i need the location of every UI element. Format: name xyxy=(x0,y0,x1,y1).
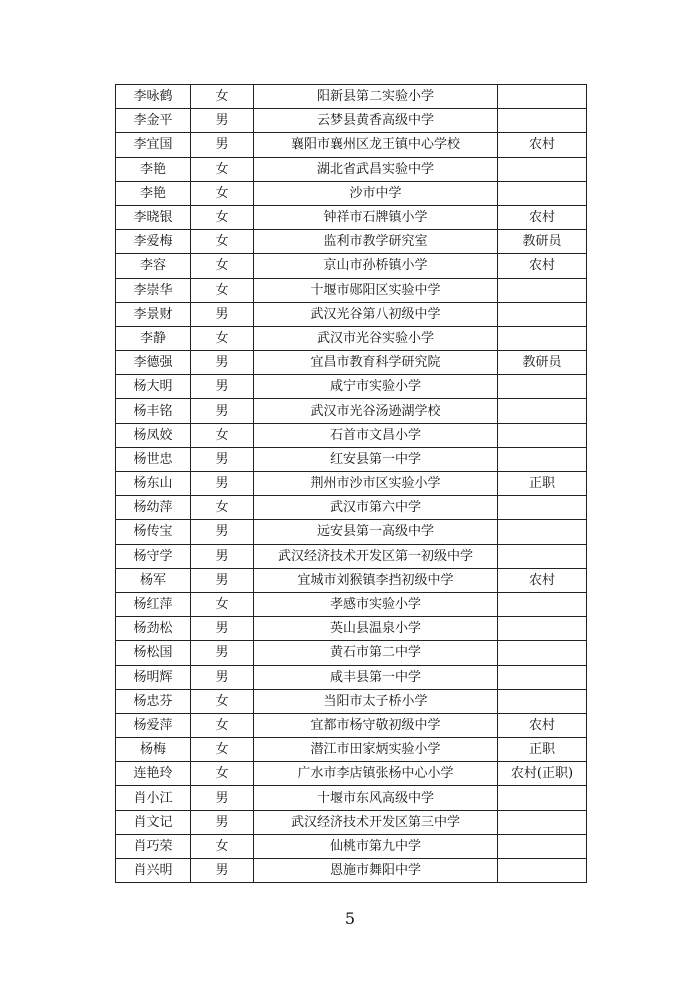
school-cell: 仙桃市第九中学 xyxy=(254,834,498,858)
name-cell: 杨丰铭 xyxy=(116,399,191,423)
name-cell: 杨忠芬 xyxy=(116,689,191,713)
name-cell: 李艳 xyxy=(116,157,191,181)
gender-cell: 男 xyxy=(191,447,254,471)
note-cell: 正职 xyxy=(498,472,587,496)
school-cell: 广水市李店镇张杨中心小学 xyxy=(254,762,498,786)
table-row xyxy=(116,399,587,423)
gender-cell: 男 xyxy=(191,786,254,810)
school-cell: 云梦县黄香高级中学 xyxy=(254,109,498,133)
school-cell: 咸宁市实验小学 xyxy=(254,375,498,399)
note-cell xyxy=(498,520,587,544)
note-cell xyxy=(498,689,587,713)
name-cell: 杨凤姣 xyxy=(116,423,191,447)
gender-cell: 男 xyxy=(191,641,254,665)
gender-cell: 女 xyxy=(191,713,254,737)
note-cell: 教研员 xyxy=(498,230,587,254)
table-row xyxy=(116,326,587,350)
note-cell xyxy=(498,786,587,810)
table-row xyxy=(116,834,587,858)
name-cell: 肖巧荣 xyxy=(116,834,191,858)
gender-cell: 女 xyxy=(191,738,254,762)
name-cell: 杨世忠 xyxy=(116,447,191,471)
school-cell: 沙市中学 xyxy=(254,181,498,205)
name-cell: 肖兴明 xyxy=(116,859,191,883)
school-cell: 宜昌市教育科学研究院 xyxy=(254,351,498,375)
name-cell: 李晓银 xyxy=(116,205,191,229)
roster-table-body xyxy=(116,85,587,883)
gender-cell: 女 xyxy=(191,423,254,447)
note-cell: 农村 xyxy=(498,205,587,229)
note-cell: 农村(正职) xyxy=(498,762,587,786)
table-row xyxy=(116,762,587,786)
school-cell: 十堰市郧阳区实验中学 xyxy=(254,278,498,302)
gender-cell: 女 xyxy=(191,230,254,254)
name-cell: 杨传宝 xyxy=(116,520,191,544)
name-cell: 杨梅 xyxy=(116,738,191,762)
table-row xyxy=(116,375,587,399)
table-row xyxy=(116,713,587,737)
school-cell: 阳新县第二实验小学 xyxy=(254,85,498,109)
gender-cell: 男 xyxy=(191,302,254,326)
table-row xyxy=(116,810,587,834)
note-cell xyxy=(498,109,587,133)
gender-cell: 女 xyxy=(191,326,254,350)
gender-cell: 女 xyxy=(191,205,254,229)
name-cell: 李宜国 xyxy=(116,133,191,157)
gender-cell: 男 xyxy=(191,351,254,375)
note-cell xyxy=(498,181,587,205)
note-cell xyxy=(498,85,587,109)
table-row xyxy=(116,786,587,810)
note-cell xyxy=(498,617,587,641)
gender-cell: 女 xyxy=(191,834,254,858)
note-cell xyxy=(498,326,587,350)
table-row xyxy=(116,278,587,302)
gender-cell: 男 xyxy=(191,665,254,689)
table-row xyxy=(116,423,587,447)
school-cell: 远安县第一高级中学 xyxy=(254,520,498,544)
gender-cell: 女 xyxy=(191,592,254,616)
school-cell: 武汉经济技术开发区第一初级中学 xyxy=(254,544,498,568)
gender-cell: 女 xyxy=(191,278,254,302)
name-cell: 杨大明 xyxy=(116,375,191,399)
note-cell xyxy=(498,665,587,689)
name-cell: 李容 xyxy=(116,254,191,278)
table-row xyxy=(116,592,587,616)
school-cell: 石首市文昌小学 xyxy=(254,423,498,447)
school-cell: 武汉市第六中学 xyxy=(254,496,498,520)
note-cell xyxy=(498,157,587,181)
note-cell xyxy=(498,592,587,616)
note-cell: 农村 xyxy=(498,568,587,592)
table-row xyxy=(116,109,587,133)
note-cell: 教研员 xyxy=(498,351,587,375)
name-cell: 连艳玲 xyxy=(116,762,191,786)
table-row xyxy=(116,496,587,520)
table-row xyxy=(116,85,587,109)
school-cell: 潜江市田家炳实验小学 xyxy=(254,738,498,762)
table-row xyxy=(116,568,587,592)
table-row xyxy=(116,157,587,181)
note-cell xyxy=(498,641,587,665)
gender-cell: 男 xyxy=(191,399,254,423)
table-row xyxy=(116,641,587,665)
school-cell: 十堰市东风高级中学 xyxy=(254,786,498,810)
table-row xyxy=(116,738,587,762)
school-cell: 黄石市第二中学 xyxy=(254,641,498,665)
name-cell: 李咏鹤 xyxy=(116,85,191,109)
name-cell: 杨劲松 xyxy=(116,617,191,641)
gender-cell: 女 xyxy=(191,496,254,520)
gender-cell: 男 xyxy=(191,810,254,834)
gender-cell: 男 xyxy=(191,375,254,399)
note-cell xyxy=(498,496,587,520)
note-cell xyxy=(498,375,587,399)
school-cell: 咸丰县第一中学 xyxy=(254,665,498,689)
table-row xyxy=(116,472,587,496)
name-cell: 李德强 xyxy=(116,351,191,375)
school-cell: 红安县第一中学 xyxy=(254,447,498,471)
table-row xyxy=(116,859,587,883)
school-cell: 恩施市舞阳中学 xyxy=(254,859,498,883)
table-row xyxy=(116,254,587,278)
table-row xyxy=(116,665,587,689)
name-cell: 肖文记 xyxy=(116,810,191,834)
gender-cell: 男 xyxy=(191,133,254,157)
school-cell: 襄阳市襄州区龙王镇中心学校 xyxy=(254,133,498,157)
table-row xyxy=(116,133,587,157)
name-cell: 肖小江 xyxy=(116,786,191,810)
school-cell: 钟祥市石牌镇小学 xyxy=(254,205,498,229)
school-cell: 英山县温泉小学 xyxy=(254,617,498,641)
table-row xyxy=(116,302,587,326)
table-row xyxy=(116,520,587,544)
note-cell: 正职 xyxy=(498,738,587,762)
school-cell: 监利市教学研究室 xyxy=(254,230,498,254)
name-cell: 杨爱萍 xyxy=(116,713,191,737)
gender-cell: 男 xyxy=(191,544,254,568)
roster-table xyxy=(115,84,587,883)
gender-cell: 男 xyxy=(191,109,254,133)
name-cell: 杨明辉 xyxy=(116,665,191,689)
name-cell: 李艳 xyxy=(116,181,191,205)
gender-cell: 男 xyxy=(191,568,254,592)
name-cell: 李静 xyxy=(116,326,191,350)
note-cell xyxy=(498,810,587,834)
gender-cell: 女 xyxy=(191,181,254,205)
name-cell: 杨军 xyxy=(116,568,191,592)
school-cell: 宜都市杨守敬初级中学 xyxy=(254,713,498,737)
gender-cell: 女 xyxy=(191,85,254,109)
note-cell xyxy=(498,278,587,302)
note-cell xyxy=(498,447,587,471)
school-cell: 武汉经济技术开发区第三中学 xyxy=(254,810,498,834)
note-cell xyxy=(498,834,587,858)
table-row xyxy=(116,230,587,254)
name-cell: 杨松国 xyxy=(116,641,191,665)
gender-cell: 男 xyxy=(191,859,254,883)
school-cell: 当阳市太子桥小学 xyxy=(254,689,498,713)
table-row xyxy=(116,544,587,568)
gender-cell: 女 xyxy=(191,689,254,713)
school-cell: 武汉市光谷汤逊湖学校 xyxy=(254,399,498,423)
school-cell: 湖北省武昌实验中学 xyxy=(254,157,498,181)
note-cell xyxy=(498,399,587,423)
table-row xyxy=(116,689,587,713)
table-row xyxy=(116,617,587,641)
note-cell xyxy=(498,544,587,568)
name-cell: 杨红萍 xyxy=(116,592,191,616)
school-cell: 荆州市沙市区实验小学 xyxy=(254,472,498,496)
gender-cell: 女 xyxy=(191,254,254,278)
name-cell: 杨幼萍 xyxy=(116,496,191,520)
name-cell: 杨东山 xyxy=(116,472,191,496)
note-cell xyxy=(498,859,587,883)
gender-cell: 女 xyxy=(191,157,254,181)
note-cell: 农村 xyxy=(498,254,587,278)
name-cell: 李景财 xyxy=(116,302,191,326)
note-cell xyxy=(498,302,587,326)
name-cell: 李崇华 xyxy=(116,278,191,302)
name-cell: 李爱梅 xyxy=(116,230,191,254)
table-row xyxy=(116,447,587,471)
gender-cell: 男 xyxy=(191,520,254,544)
school-cell: 京山市孙桥镇小学 xyxy=(254,254,498,278)
note-cell: 农村 xyxy=(498,133,587,157)
school-cell: 武汉市光谷实验小学 xyxy=(254,326,498,350)
school-cell: 武汉光谷第八初级中学 xyxy=(254,302,498,326)
note-cell: 农村 xyxy=(498,713,587,737)
gender-cell: 男 xyxy=(191,617,254,641)
page-number: 5 xyxy=(344,909,356,928)
table-row xyxy=(116,351,587,375)
school-cell: 孝感市实验小学 xyxy=(254,592,498,616)
gender-cell: 男 xyxy=(191,472,254,496)
table-row xyxy=(116,205,587,229)
name-cell: 杨守学 xyxy=(116,544,191,568)
note-cell xyxy=(498,423,587,447)
gender-cell: 女 xyxy=(191,762,254,786)
school-cell: 宜城市刘猴镇李挡初级中学 xyxy=(254,568,498,592)
table-row xyxy=(116,181,587,205)
name-cell: 李金平 xyxy=(116,109,191,133)
